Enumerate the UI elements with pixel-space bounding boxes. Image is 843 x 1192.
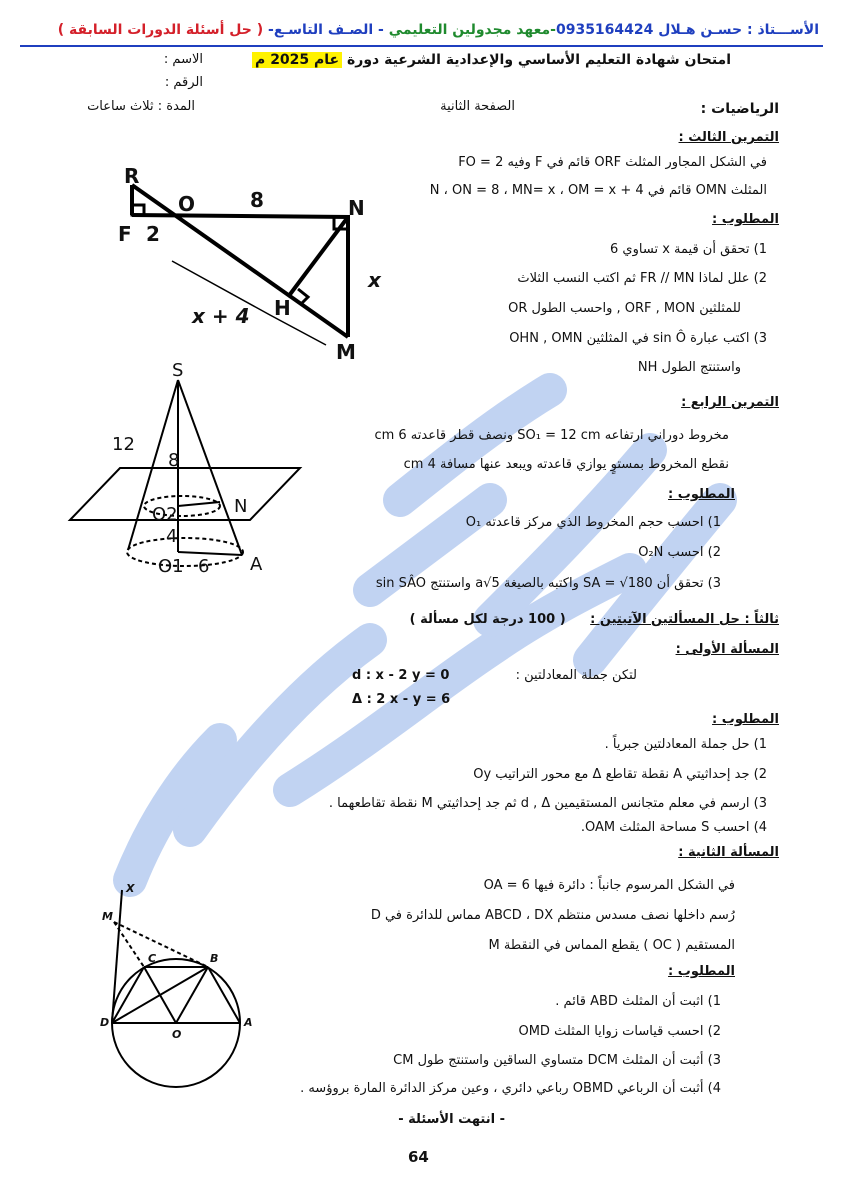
part3-title xyxy=(410,612,779,627)
fig3-label-x: x xyxy=(368,268,381,292)
ex3-q3b: واستنتج الطول NH xyxy=(637,360,741,375)
fig3-label-n: N xyxy=(348,196,365,220)
ex4-q2: 2) احسب O₂N xyxy=(638,545,721,560)
fig4-label-o2: O2 xyxy=(152,504,178,525)
ex3-figure xyxy=(110,165,390,365)
p1-q2: 2) جد إحداثيتي A نقطة تقاطع Δ مع محور التراتيب Oy xyxy=(473,767,767,782)
p2-q3: 3) أثبت أن المثلث DCM متساوي الساقين واستنتج طول CM xyxy=(393,1053,721,1068)
part3-title-text: ثالثاً : حل المسألتين الآتيتين : xyxy=(590,612,779,627)
fig3-label-m: M xyxy=(336,340,356,364)
fig3-label-eight: 8 xyxy=(250,188,264,212)
p2-required: المطلوب : xyxy=(668,964,735,979)
fig4-label-a: A xyxy=(250,554,263,575)
p2-title: المسألة الثانية : xyxy=(678,845,779,860)
exam-title xyxy=(252,52,731,68)
p1-q3: 3) ارسم في معلم متجانس المستقيمين d , Δ ثم جد إحداثيتي M نقطة تقاطعهما . xyxy=(328,796,767,811)
fig4-label-twelve: 12 xyxy=(112,434,135,455)
p2-line1: في الشكل المرسوم جانباً : دائرة فيها OA = 6 xyxy=(483,878,735,893)
part3-points: ( 100 درجة لكل مسألة ) xyxy=(409,612,566,627)
fig4-label-n: N xyxy=(234,496,248,517)
header-divider xyxy=(20,45,823,47)
fig-p2-oc xyxy=(144,967,176,1023)
ex3-line2: المثلث OMN قائم في N ، ON = 8 ، MN= x ، OM = x + 4 xyxy=(429,183,767,198)
p1-eq1: d : x - 2 y = 0 xyxy=(352,668,450,683)
ex3-q3: 3) اكتب عبارة sin Ô في المثلثين OHN , OMN xyxy=(509,331,767,346)
phone-number: 0935164424 xyxy=(555,22,654,38)
fig3-label-o: O xyxy=(178,192,196,216)
fig-p2-tangent xyxy=(112,890,122,1023)
teacher-label: الأســـتاذ : xyxy=(747,22,819,38)
ex4-q3: 3) تحقق أن SA = √180 واكتبه بالصيغة a√5 واستنتج sin SÂO xyxy=(375,576,721,591)
institute-name: -معهد مجدولين التعليمي xyxy=(388,22,556,38)
fig-p2-label-o: O xyxy=(172,1028,182,1041)
p2-figure xyxy=(96,880,266,1100)
page-label: الصفحة الثانية xyxy=(440,99,515,114)
p1-q1: 1) حل جملة المعادلتين جبرياً . xyxy=(604,737,767,752)
ex3-q1: 1) تحقق أن قيمة x تساوي 6 xyxy=(610,242,767,257)
fig4-label-s: S xyxy=(172,360,184,381)
ex3-title: التمرين الثالث : xyxy=(678,130,779,145)
ex3-q2b: للمثلثين ORF , MON , واحسب الطول OR xyxy=(508,301,741,316)
p1-eq2: Δ : 2 x - y = 6 xyxy=(352,692,451,707)
header-line xyxy=(58,22,819,38)
fig4-label-eight: 8 xyxy=(168,450,180,471)
fig3-label-h: H xyxy=(274,296,291,320)
page-number: 64 xyxy=(408,1148,429,1166)
fig3-label-two: 2 xyxy=(146,222,160,246)
teacher-name: حسـن هـلال xyxy=(658,22,743,38)
end-of-questions: - انتهت الأسئلة - xyxy=(398,1112,505,1127)
p2-q4: 4) أثبت أن الرباعي OBMD رباعي دائري ، وعين مركز الدائرة المارة بروؤسه . xyxy=(300,1081,721,1096)
fig-p2-label-d: D xyxy=(100,1016,110,1029)
subject-label: الرياضيات : xyxy=(700,101,779,117)
fig3-label-f: F xyxy=(118,222,132,246)
fig3-line-fn xyxy=(132,215,350,217)
fig4-plane xyxy=(70,468,300,520)
fig4-radius xyxy=(178,552,242,555)
fig-p2-ba xyxy=(208,967,240,1023)
grade-label: - الصـف التاسـع- xyxy=(268,22,384,38)
p1-title: المسألة الأولى : xyxy=(675,642,779,657)
fig3-label-xp4: x + 4 xyxy=(192,304,250,328)
exam-title-text: امتحان شهادة التعليم الأساسي والإعدادية الشرعية دورة xyxy=(347,52,731,68)
series-label: ( حل أسئلة الدورات السابقة ) xyxy=(57,22,264,38)
fig4-label-six: 6 xyxy=(198,556,210,577)
p2-q1: 1) اثبت أن المثلث ABD قائم . xyxy=(555,994,721,1009)
p1-q4: 4) احسب S مساحة المثلث OAM. xyxy=(580,820,767,835)
ex4-q1: 1) احسب حجم المخروط الذي مركز قاعدته O₁ xyxy=(465,515,721,530)
p2-line3: المستقيم ( OC ) يقطع المماس في النقطة M xyxy=(488,938,735,953)
fig3-label-r: R xyxy=(124,165,140,188)
duration-label: المدة : ثلاث ساعات xyxy=(87,99,195,114)
fig4-label-four: 4 xyxy=(166,526,178,547)
fig-p2-label-x: X xyxy=(126,882,135,895)
ex4-title: التمرين الرابع : xyxy=(681,395,779,410)
ex3-required: المطلوب : xyxy=(712,212,779,227)
ex4-line2: نقطع المخروط بمستوٍ يوازي قاعدته ويبعد عنها مسافة 4 cm xyxy=(403,457,729,472)
ex4-line1: مخروط دوراني ارتفاعه SO₁ = 12 cm ونصف قطر قاعدته 6 cm xyxy=(374,428,729,443)
ex4-figure xyxy=(60,360,310,580)
ex3-q2: 2) علل لماذا FR // MN ثم اكتب النسب الثلاث xyxy=(517,271,767,286)
fig4-label-o1: O1 xyxy=(158,556,184,577)
p2-line2: رُسم داخلها نصف مسدس منتظم ABCD ، DX مماس للدائرة في D xyxy=(370,908,735,923)
p1-intro: لتكن جملة المعادلتين : xyxy=(515,668,637,683)
ex4-required: المطلوب : xyxy=(668,487,735,502)
p2-q2: 2) احسب قياسات زوايا المثلث OMD xyxy=(518,1024,721,1039)
name-field-label: الاسم : xyxy=(163,52,203,67)
fig-p2-label-a: A xyxy=(244,1016,253,1029)
p1-required: المطلوب : xyxy=(712,712,779,727)
number-field-label: الرقم : xyxy=(164,75,203,90)
fig-p2-label-c: C xyxy=(148,952,157,965)
ex3-line1: في الشكل المجاور المثلث ORF قائم في F وفيه FO = 2 xyxy=(458,155,767,170)
exam-year: عام 2025 م xyxy=(252,52,342,68)
fig-p2-label-b: B xyxy=(210,952,219,965)
fig-p2-label-m: M xyxy=(102,910,113,923)
